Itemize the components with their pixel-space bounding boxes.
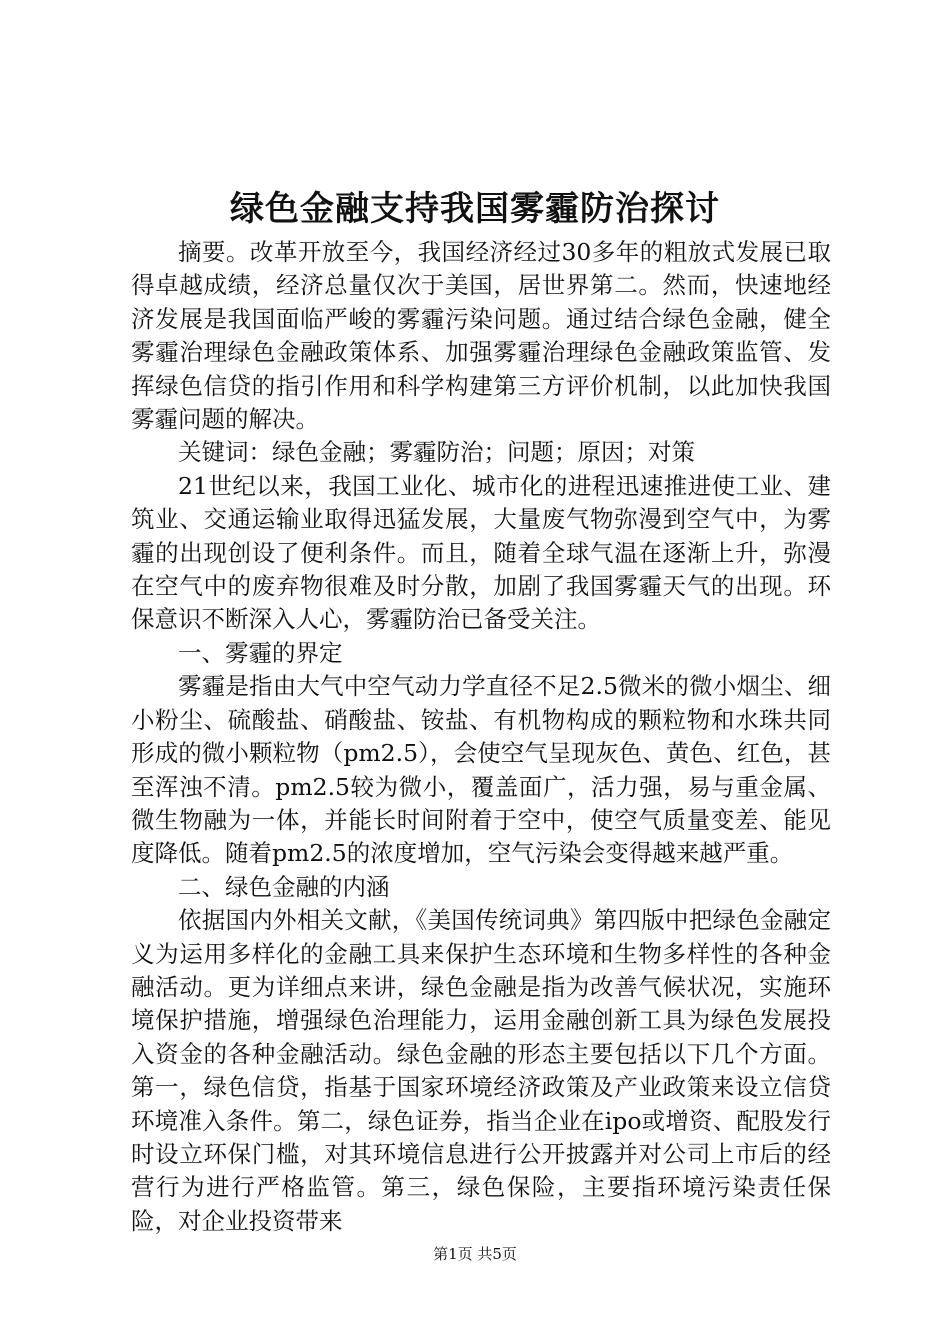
- intro-paragraph: 21世纪以来，我国工业化、城市化的进程迅速推进使工业、建筑业、交通运输业取得迅猛发展，大量废气物弥漫到空气中，为雾霾的出现创设了便利条件。而且，随着全球气温在逐渐上升，弥漫在空气中的废弃物很难及时分散，加剧了我国雾霾天气的出现。环保意识不断深入人心，雾霾防治已备受关注。: [131, 471, 831, 634]
- section-heading-2: 二、绿色金融的内涵: [178, 872, 390, 901]
- section-2-paragraph: 依据国内外相关文献，《美国传统词典》第四版中把绿色金融定义为运用多样化的金融工具来保护生态环境和生物多样性的各种金融活动。更为详细点来讲，绿色金融是指为改善气候状况，实施环境保护措施，增强绿色治理能力，运用金融创新工具为绿色发展投入资金的各种金融活动。绿色金融的形态主要包括以下几个方面。第一，绿色信贷，指基于国家环境经济政策及产业政策来设立信贷环境准入条件。第二，绿色证券，指当企业在ipo或增资、配股发行时设立环保门槛，对其环境信息进行公开披露并对公司上市后的经营行为进行严格监管。第三，绿色保险，主要指环境污染责任保险，对企业投资带来: [131, 906, 831, 1235]
- document-body: [131, 236, 831, 1238]
- section-1-paragraph: 雾霾是指由大气中空气动力学直径不足2.5微米的微小烟尘、细小粉尘、硫酸盐、硝酸盐、铵盐、有机物构成的颗粒物和水珠共同形成的微小颗粒物（pm2.5），会使空气呈现灰色、黄色、红色，甚至浑浊不清。pm2.5较为微小，覆盖面广，活力强，易与重金属、微生物融为一体，并能长时间附着于空中，使空气质量变差、能见度降低。随着pm2.5的浓度增加，空气污染会变得越来越严重。: [131, 672, 831, 868]
- document-title: 绿色金融支持我国雾霾防治探讨: [230, 189, 720, 229]
- section-heading-1: 一、雾霾的界定: [178, 638, 343, 667]
- keywords-paragraph: 关键词：绿色金融；雾霾防治；问题；原因；对策: [178, 438, 695, 467]
- abstract-paragraph: 摘要。改革开放至今，我国经济经过30多年的粗放式发展已取得卓越成绩，经济总量仅次于美国，居世界第二。然而，快速地经济发展是我国面临严峻的雾霾污染问题。通过结合绿色金融，健全雾霾治理绿色金融政策体系、加强雾霾治理绿色金融政策监管、发挥绿色信贷的指引作用和科学构建第三方评价机制，以此加快我国雾霾问题的解决。: [131, 238, 831, 434]
- page-footer: 第1页 共5页: [433, 1245, 517, 1263]
